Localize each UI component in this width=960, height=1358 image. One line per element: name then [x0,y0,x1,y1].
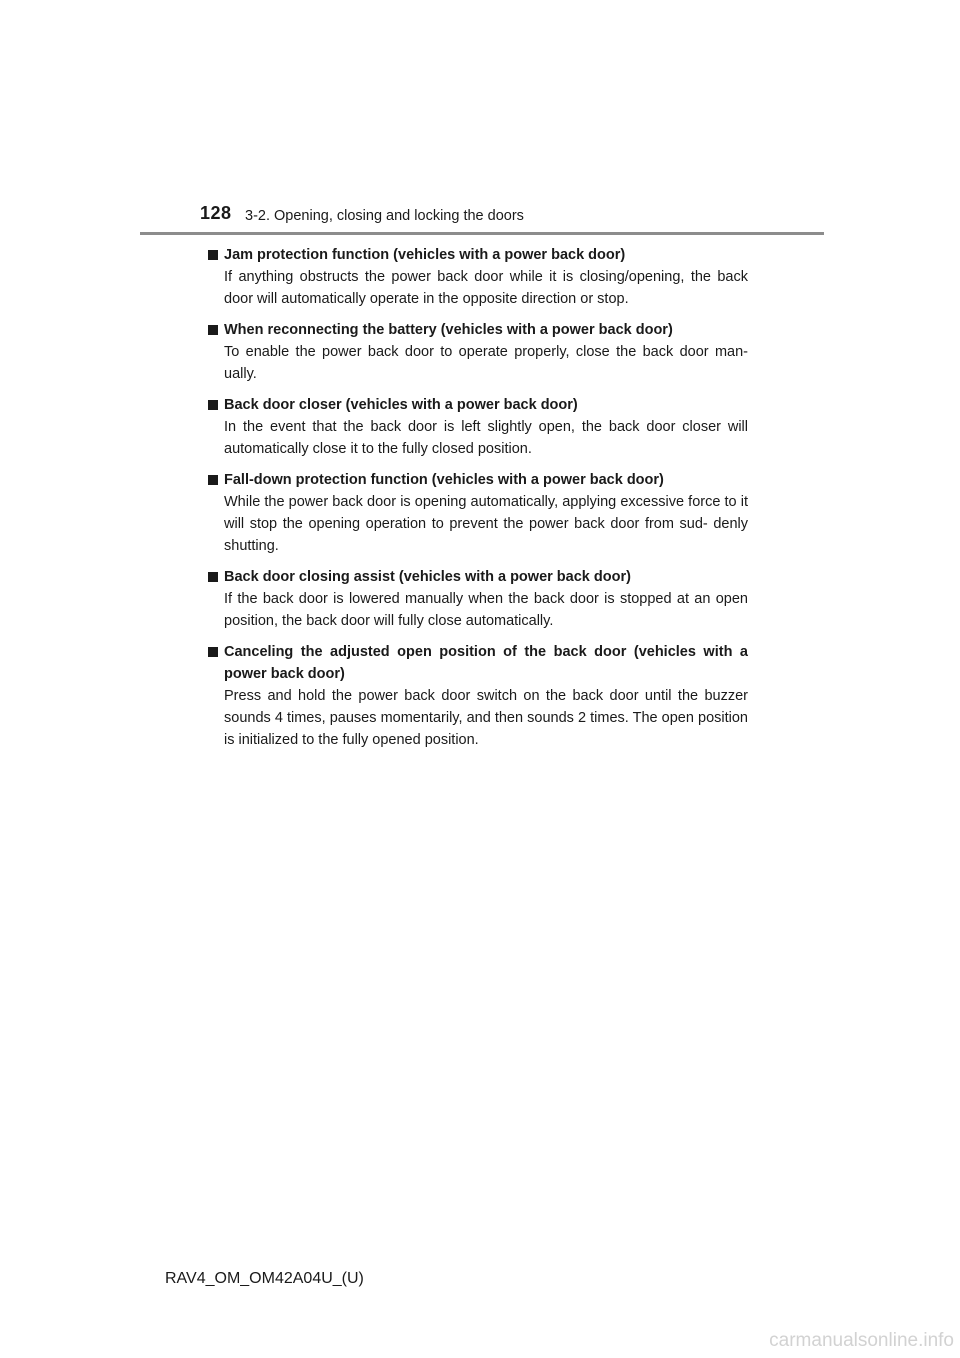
header-divider [140,232,824,235]
page-header [0,0,960,240]
item-body: Press and hold the power back door switch on the back door until the buzzer sounds 4 times, pauses momentarily, and then sounds 2 times. The open position is initialized to the fully opened position. [224,688,748,748]
square-bullet-icon [208,572,218,582]
item-heading [208,244,748,266]
square-bullet-icon [208,250,218,260]
item-body: To enable the power back door to operate properly, close the back door man- ually. [224,344,748,382]
item-heading-text: Fall-down protection function (vehicles with a power back door) [224,472,664,488]
section-title: 3-2. Opening, closing and locking the doors [245,208,524,224]
item-heading [208,319,748,341]
section-item [208,641,748,751]
watermark: carmanualsonline.info [769,1330,954,1351]
square-bullet-icon [208,400,218,410]
section-item [208,469,748,557]
item-heading-text: Jam protection function (vehicles with a power back door) [224,247,626,263]
square-bullet-icon [208,647,218,657]
square-bullet-icon [208,325,218,335]
section-item [208,319,748,385]
item-heading [208,394,748,416]
item-heading [208,469,748,491]
item-heading-text: Canceling the adjusted open position of the back door (vehicles with a power back door) [224,644,748,682]
section-item [208,566,748,632]
item-heading-text: Back door closer (vehicles with a power back door) [224,397,578,413]
item-heading [208,566,748,588]
document-code: RAV4_OM_OM42A04U_(U) [165,1270,364,1287]
page-number: 128 [200,203,232,223]
item-body: In the event that the back door is left slightly open, the back door closer will automatically close it to the fully closed position. [224,419,748,457]
item-body: If the back door is lowered manually when the back door is stopped at an open position, the back door will fully close automatically. [224,591,748,629]
item-body: While the power back door is opening automatically, applying excessive force to it will stop the opening operation to prevent the power back door from sud- denly shutting. [224,494,748,554]
section-item [208,394,748,460]
item-heading-text: Back door closing assist (vehicles with a power back door) [224,569,631,585]
page-content [208,244,748,760]
section-item [208,244,748,310]
item-body: If anything obstructs the power back door while it is closing/opening, the back door will automatically operate in the opposite direction or stop. [224,269,748,307]
item-heading-text: When reconnecting the battery (vehicles with a power back door) [224,322,673,338]
item-heading [208,641,748,685]
square-bullet-icon [208,475,218,485]
